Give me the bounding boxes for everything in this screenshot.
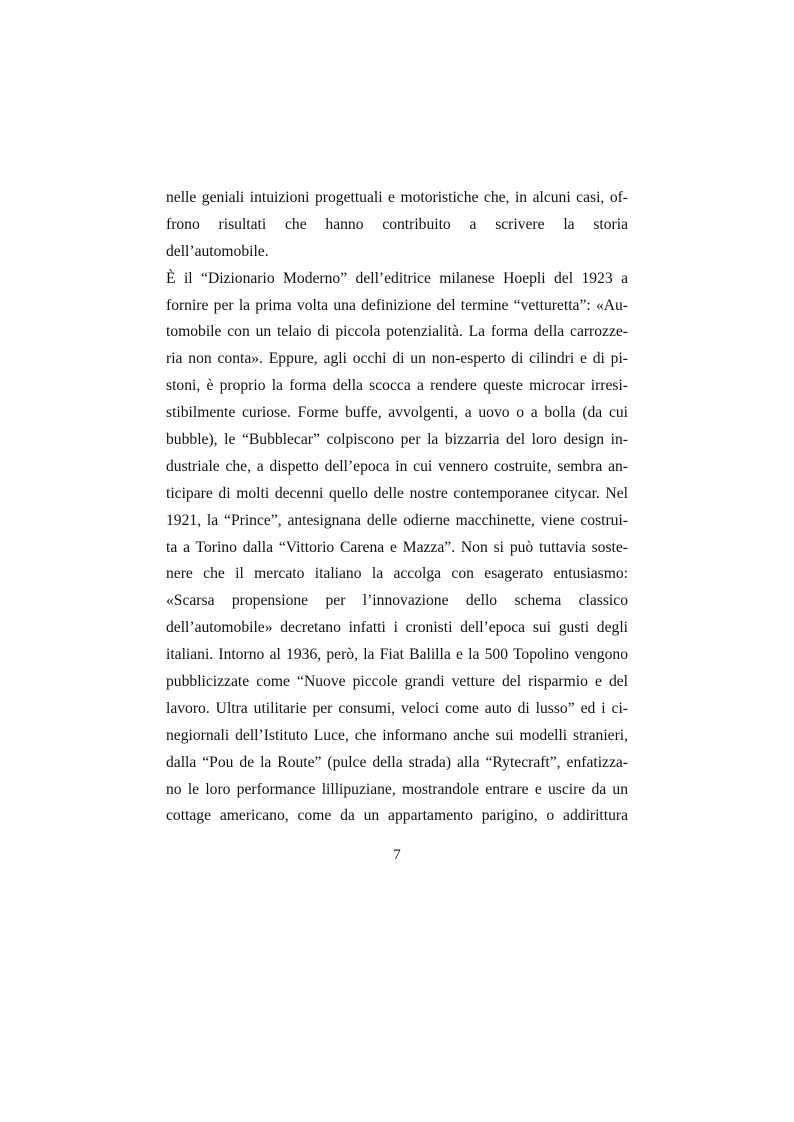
text-line-13: 1921, la “Prince”, antesignana delle odierne macchinette, viene costrui- (166, 511, 628, 529)
text-line-22: dalla “Pou de la Route” (pulce della strada) alla “Rytecraft”, enfatizza- (166, 753, 628, 771)
text-line-10: bubble), le “Bubblecar” colpiscono per la bizzarria del loro design in- (166, 431, 628, 449)
text-line-11: dustriale che, a dispetto dell’epoca in cui vennero costruite, sembra an- (166, 457, 628, 475)
text-line-15: nere che il mercato italiano la accolga con esagerato entusiasmo: (166, 565, 628, 583)
text-line-1: nelle geniali intuizioni progettuali e motoristiche che, in alcuni casi, of- (166, 189, 628, 206)
text-line-5: fornire per la prima volta una definizione del termine “vetturetta”: «Au- (166, 296, 628, 314)
text-line-20: lavoro. Ultra utilitarie per consumi, veloci come auto di lusso” ed i ci- (166, 699, 628, 717)
text-line-23: no le loro performance lillipuziane, mostrandole entrare e uscire da un (166, 780, 628, 798)
text-line-18: italiani. Intorno al 1936, però, la Fiat Balilla e la 500 Topolino vengono (166, 646, 628, 664)
body-text (166, 185, 628, 830)
text-line-21: negiornali dell’Istituto Luce, che informano anche sui modelli stranieri, (166, 726, 628, 744)
text-line-24: cottage americano, come da un appartamento parigino, o addirittura (166, 807, 628, 825)
page-number: 7 (393, 847, 401, 863)
text-line-8: stoni, è proprio la forma della scocca a rendere queste microcar irresi- (166, 377, 628, 395)
text-line-14: ta a Torino dalla “Vittorio Carena e Mazza”. Non si può tuttavia soste- (166, 538, 628, 556)
text-line-16: «Scarsa propensione per l’innovazione dello schema classico (166, 592, 628, 610)
text-line-12: ticipare di molti decenni quello delle nostre contemporanee citycar. Nel (166, 484, 628, 502)
text-line-3: dell’automobile. (166, 242, 269, 260)
text-line-2: frono risultati che hanno contribuito a scrivere la storia (166, 215, 628, 233)
text-line-7: ria non conta». Eppure, agli occhi di un non-esperto di cilindri e di pi- (166, 350, 628, 368)
text-line-17: dell’automobile» decretano infatti i cronisti dell’epoca sui gusti degli (166, 619, 628, 637)
text-line-6: tomobile con un telaio di piccola potenzialità. La forma della carrozze- (166, 323, 628, 341)
text-line-9: stibilmente curiose. Forme buffe, avvolgenti, a uovo o a bolla (da cui (166, 404, 628, 422)
text-line-19: pubblicizzate come “Nuove piccole grandi vetture del risparmio e del (166, 673, 628, 691)
text-line-4: È il “Dizionario Moderno” dell’editrice milanese Hoepli del 1923 a (166, 269, 628, 287)
